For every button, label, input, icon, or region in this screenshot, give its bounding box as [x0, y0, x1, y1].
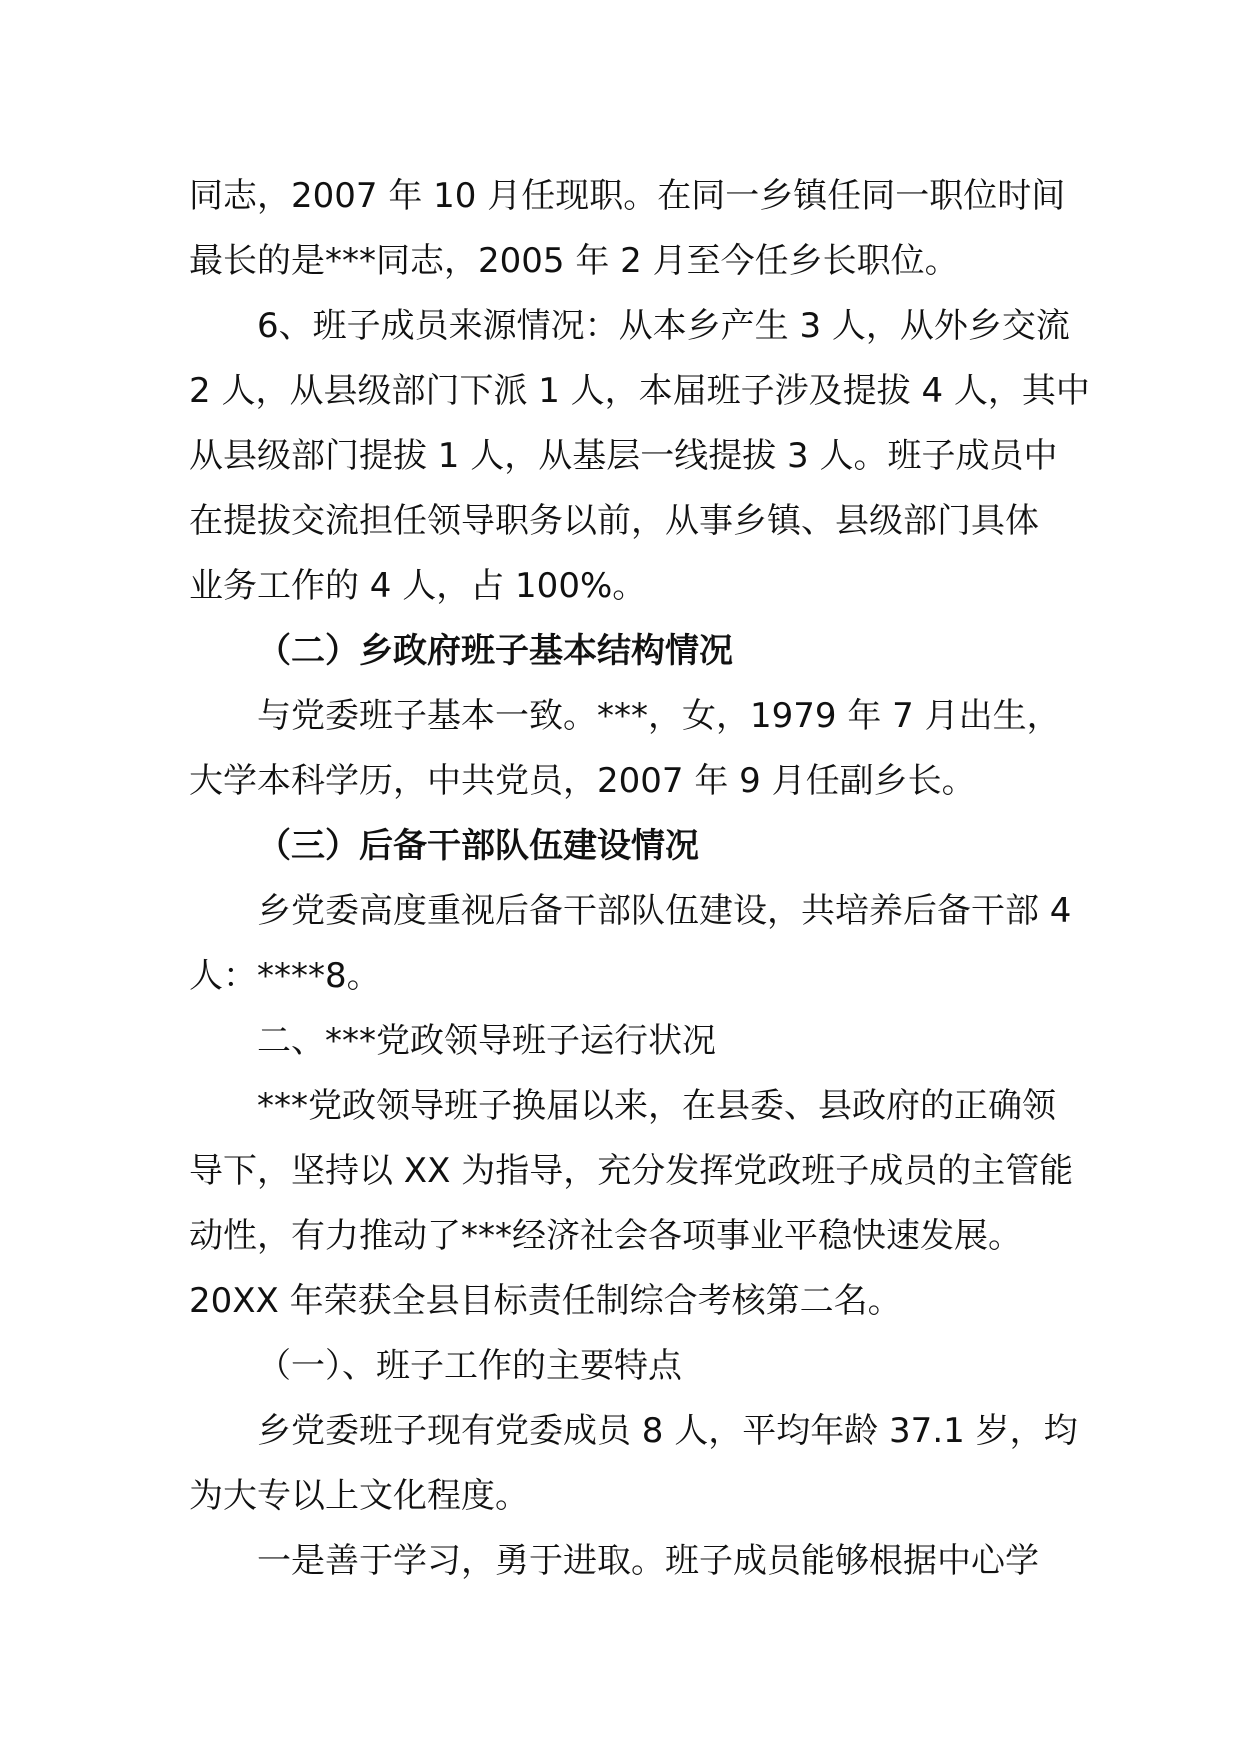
- paragraph-line: 大学本科学历，中共党员，2007 年 9 月任副乡长。: [189, 761, 976, 801]
- paragraph-line: 乡党委班子现有党委成员 8 人，平均年龄 37.1 岁，均: [257, 1411, 1078, 1451]
- paragraph-line: 同志，2007 年 10 月任现职。在同一乡镇任同一职位时间: [189, 176, 1066, 216]
- paragraph-line: 6、班子成员来源情况：从本乡产生 3 人，从外乡交流: [257, 306, 1070, 346]
- paragraph-line: 20XX 年荣获全县目标责任制综合考核第二名。: [189, 1281, 902, 1321]
- section-heading: （三）后备干部队伍建设情况: [257, 826, 699, 866]
- paragraph-line: 在提拔交流担任领导职务以前，从事乡镇、县级部门具体: [189, 501, 1039, 541]
- paragraph-line: 动性，有力推动了***经济社会各项事业平稳快速发展。: [189, 1216, 1022, 1256]
- document-body: [189, 164, 1090, 1594]
- paragraph-line: 乡党委高度重视后备干部队伍建设，共培养后备干部 4: [257, 891, 1072, 931]
- section-title: 二、***党政领导班子运行状况: [257, 1021, 716, 1061]
- paragraph-line: 一是善于学习，勇于进取。班子成员能够根据中心学: [257, 1541, 1039, 1581]
- paragraph-line: 最长的是***同志，2005 年 2 月至今任乡长职位。: [189, 241, 959, 281]
- paragraph-line: 2 人，从县级部门下派 1 人，本届班子涉及提拔 4 人，其中: [189, 371, 1090, 411]
- paragraph-line: 从县级部门提拔 1 人，从基层一线提拔 3 人。班子成员中: [189, 436, 1058, 476]
- paragraph-line: 业务工作的 4 人，占 100%。: [189, 566, 647, 606]
- paragraph-line: 人：****8。: [189, 956, 381, 996]
- section-heading: （二）乡政府班子基本结构情况: [257, 631, 733, 671]
- subsection-title: （一）、班子工作的主要特点: [257, 1346, 682, 1386]
- paragraph-line: 导下，坚持以 XX 为指导，充分发挥党政班子成员的主管能: [189, 1151, 1074, 1191]
- paragraph-line: 与党委班子基本一致。***，女，1979 年 7 月出生，: [257, 696, 1061, 736]
- paragraph-line: ***党政领导班子换届以来，在县委、县政府的正确领: [257, 1086, 1056, 1126]
- paragraph-line: 为大专以上文化程度。: [189, 1476, 529, 1516]
